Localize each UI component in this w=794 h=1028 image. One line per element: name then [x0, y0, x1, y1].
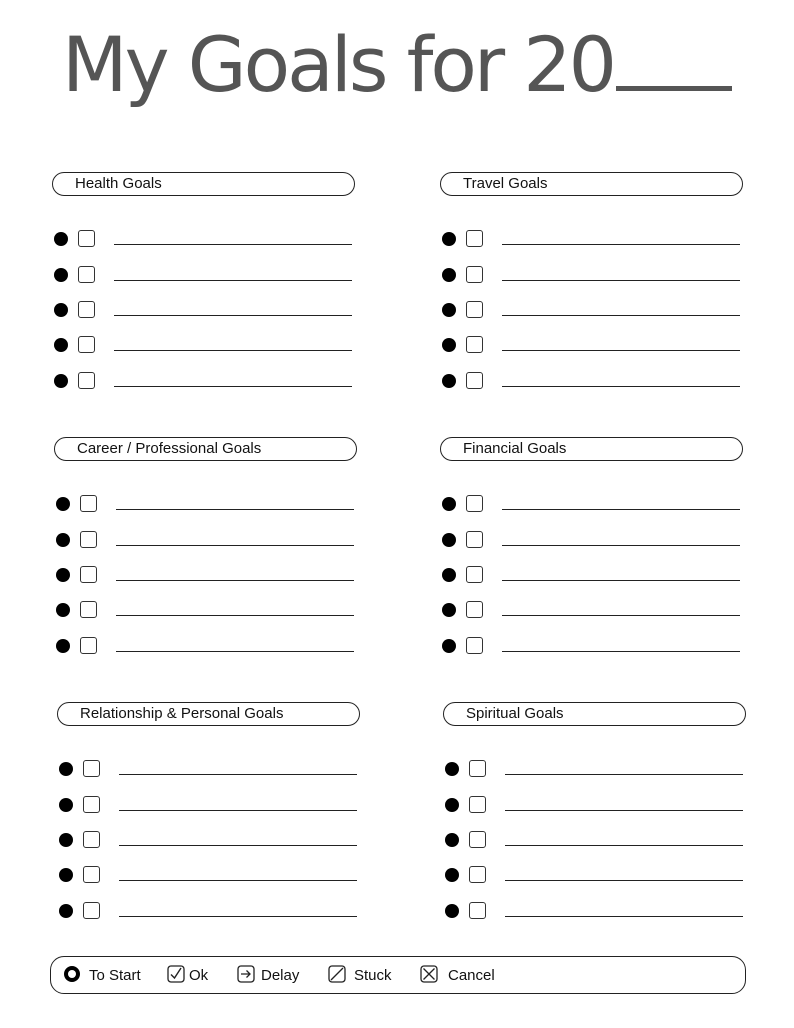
- goal-checkbox[interactable]: [466, 336, 483, 353]
- goal-write-line[interactable]: [116, 509, 354, 510]
- goal-checkbox[interactable]: [83, 866, 100, 883]
- bullet-dot-icon: [54, 303, 68, 317]
- arrow-box-icon: [237, 965, 255, 983]
- section-header: Financial Goals: [440, 437, 743, 461]
- legend-label: Ok: [189, 967, 209, 984]
- section-header: Career / Professional Goals: [54, 437, 357, 461]
- bullet-dot-icon: [445, 833, 459, 847]
- legend-label: Stuck: [354, 967, 392, 984]
- goal-write-line[interactable]: [502, 545, 740, 546]
- bullet-dot-icon: [54, 232, 68, 246]
- goal-write-line[interactable]: [505, 845, 743, 846]
- section-header: Travel Goals: [440, 172, 743, 196]
- goal-write-line[interactable]: [505, 880, 743, 881]
- bullet-dot-icon: [445, 868, 459, 882]
- goal-checkbox[interactable]: [78, 372, 95, 389]
- goal-checkbox[interactable]: [466, 266, 483, 283]
- goal-checkbox[interactable]: [83, 831, 100, 848]
- goal-row: [443, 759, 746, 779]
- goal-checkbox[interactable]: [80, 601, 97, 618]
- year-blank-line: [616, 86, 732, 91]
- bullet-dot-icon: [445, 798, 459, 812]
- goal-checkbox[interactable]: [466, 372, 483, 389]
- goal-write-line[interactable]: [119, 774, 357, 775]
- goal-checkbox[interactable]: [80, 495, 97, 512]
- goal-checkbox[interactable]: [466, 531, 483, 548]
- bullet-dot-icon: [442, 374, 456, 388]
- goal-write-line[interactable]: [505, 810, 743, 811]
- goal-checkbox[interactable]: [469, 866, 486, 883]
- x-box-icon: [420, 965, 438, 983]
- goal-checkbox[interactable]: [78, 336, 95, 353]
- goal-checkbox[interactable]: [466, 566, 483, 583]
- bullet-dot-icon: [56, 639, 70, 653]
- title-text: My Goals for 20: [62, 20, 614, 109]
- goal-write-line[interactable]: [119, 845, 357, 846]
- bullet-dot-icon: [59, 762, 73, 776]
- goal-write-line[interactable]: [116, 615, 354, 616]
- goal-write-line[interactable]: [114, 280, 352, 281]
- goal-row: [440, 335, 743, 355]
- bullet-dot-icon: [442, 568, 456, 582]
- goal-row: [52, 335, 355, 355]
- goal-row: [54, 530, 357, 550]
- goal-row: [57, 759, 360, 779]
- bullet-dot-icon: [54, 374, 68, 388]
- bullet-dot-icon: [442, 533, 456, 547]
- bullet-dot-icon: [442, 268, 456, 282]
- status-legend: [50, 956, 746, 994]
- bullet-dot-icon: [442, 497, 456, 511]
- bullet-dot-icon: [445, 904, 459, 918]
- goal-write-line[interactable]: [502, 651, 740, 652]
- goal-write-line[interactable]: [502, 580, 740, 581]
- goal-row: [443, 830, 746, 850]
- goal-checkbox[interactable]: [80, 531, 97, 548]
- goal-row: [54, 494, 357, 514]
- goal-checkbox[interactable]: [466, 301, 483, 318]
- bullet-dot-icon: [54, 338, 68, 352]
- goal-write-line[interactable]: [505, 916, 743, 917]
- goal-checkbox[interactable]: [80, 566, 97, 583]
- goal-row: [443, 901, 746, 921]
- bullet-dot-icon: [56, 568, 70, 582]
- goal-checkbox[interactable]: [469, 760, 486, 777]
- goal-checkbox[interactable]: [469, 796, 486, 813]
- section-header: Spiritual Goals: [443, 702, 746, 726]
- goal-write-line[interactable]: [502, 386, 740, 387]
- legend-label: To Start: [89, 967, 141, 984]
- section-health: [52, 172, 355, 196]
- goal-row: [443, 795, 746, 815]
- goal-checkbox[interactable]: [466, 601, 483, 618]
- goal-checkbox[interactable]: [466, 230, 483, 247]
- goal-row: [440, 265, 743, 285]
- goal-row: [440, 371, 743, 391]
- goal-write-line[interactable]: [114, 386, 352, 387]
- bullet-dot-icon: [59, 868, 73, 882]
- goal-row: [440, 565, 743, 585]
- bullet-dot-icon: [54, 268, 68, 282]
- goal-checkbox[interactable]: [469, 831, 486, 848]
- goal-checkbox[interactable]: [466, 637, 483, 654]
- goal-write-line[interactable]: [502, 244, 740, 245]
- goal-row: [57, 865, 360, 885]
- section-relationship: [57, 702, 360, 726]
- section-spiritual: [443, 702, 746, 726]
- goal-write-line[interactable]: [502, 280, 740, 281]
- section-header: Relationship & Personal Goals: [57, 702, 360, 726]
- goal-checkbox[interactable]: [466, 495, 483, 512]
- goal-checkbox[interactable]: [83, 902, 100, 919]
- goal-row: [440, 229, 743, 249]
- goal-row: [57, 901, 360, 921]
- bullet-dot-icon: [442, 639, 456, 653]
- goal-row: [54, 600, 357, 620]
- bullet-dot-icon: [59, 904, 73, 918]
- goal-write-line[interactable]: [114, 315, 352, 316]
- goal-checkbox[interactable]: [78, 301, 95, 318]
- section-career: [54, 437, 357, 461]
- goal-checkbox[interactable]: [83, 760, 100, 777]
- goal-row: [440, 530, 743, 550]
- bullet-dot-icon: [442, 232, 456, 246]
- goal-write-line[interactable]: [502, 315, 740, 316]
- bullet-dot-icon: [56, 603, 70, 617]
- goal-checkbox[interactable]: [78, 230, 95, 247]
- goal-row: [440, 300, 743, 320]
- page-title: [0, 20, 794, 109]
- goal-row: [57, 830, 360, 850]
- goal-checkbox[interactable]: [80, 637, 97, 654]
- bullet-dot-icon: [59, 833, 73, 847]
- goal-write-line[interactable]: [114, 350, 352, 351]
- goal-row: [443, 865, 746, 885]
- goal-row: [440, 600, 743, 620]
- bullet-dot-icon: [442, 303, 456, 317]
- goal-row: [52, 371, 355, 391]
- goal-row: [440, 494, 743, 514]
- goal-write-line[interactable]: [116, 545, 354, 546]
- goal-write-line[interactable]: [502, 615, 740, 616]
- goal-row: [54, 636, 357, 656]
- goal-row: [440, 636, 743, 656]
- slash-box-icon: [328, 965, 346, 983]
- bullet-dot-icon: [59, 798, 73, 812]
- goal-write-line[interactable]: [116, 580, 354, 581]
- section-header: Health Goals: [52, 172, 355, 196]
- goal-write-line[interactable]: [119, 810, 357, 811]
- bullet-dot-icon: [56, 533, 70, 547]
- bullet-dot-icon: [442, 338, 456, 352]
- goal-checkbox[interactable]: [469, 902, 486, 919]
- goal-write-line[interactable]: [119, 916, 357, 917]
- goal-checkbox[interactable]: [78, 266, 95, 283]
- check-box-icon: [167, 965, 185, 983]
- bullet-dot-icon: [445, 762, 459, 776]
- goal-row: [52, 265, 355, 285]
- section-travel: [440, 172, 743, 196]
- legend-label: Cancel: [448, 967, 495, 984]
- goal-write-line[interactable]: [502, 350, 740, 351]
- goal-write-line[interactable]: [502, 509, 740, 510]
- to-start-icon: [63, 965, 81, 983]
- goal-row: [52, 300, 355, 320]
- goal-write-line[interactable]: [114, 244, 352, 245]
- goal-checkbox[interactable]: [83, 796, 100, 813]
- goal-write-line[interactable]: [119, 880, 357, 881]
- goal-row: [52, 229, 355, 249]
- goal-write-line[interactable]: [116, 651, 354, 652]
- legend-label: Delay: [261, 967, 300, 984]
- section-financial: [440, 437, 743, 461]
- goal-row: [57, 795, 360, 815]
- bullet-dot-icon: [56, 497, 70, 511]
- goal-write-line[interactable]: [505, 774, 743, 775]
- goal-row: [54, 565, 357, 585]
- bullet-dot-icon: [442, 603, 456, 617]
